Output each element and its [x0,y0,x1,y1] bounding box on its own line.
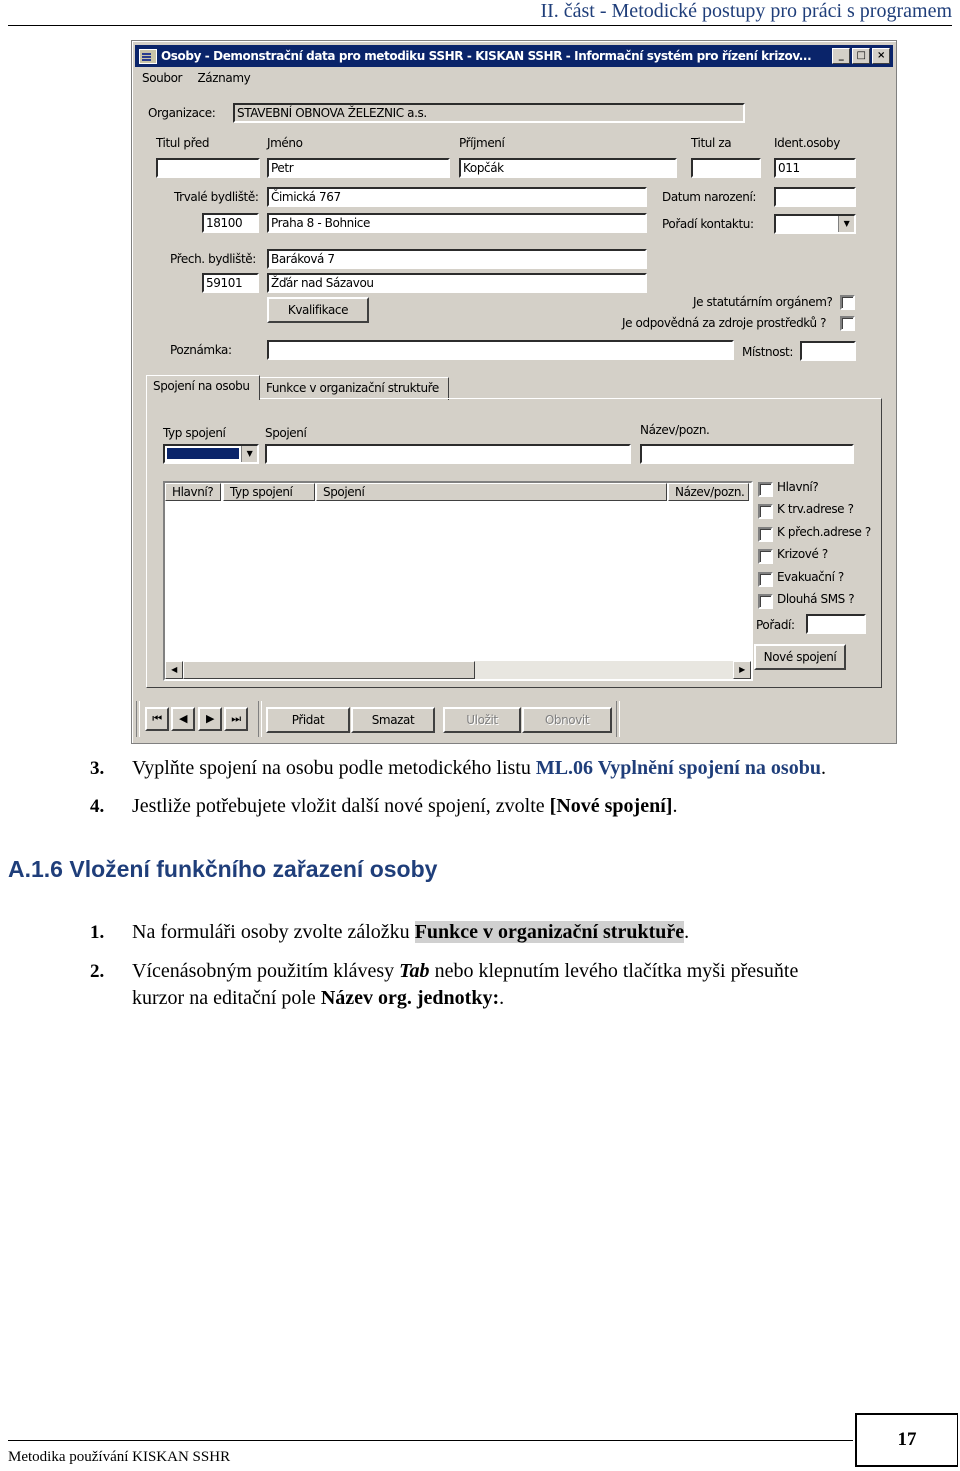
prech-obec-field[interactable]: Žďár nad Sázavou [267,273,647,293]
obnovit-button[interactable]: Obnovit [522,707,612,733]
step-number: 4. [90,796,105,817]
krizove-label: Krizové ? [777,547,828,561]
step-3-pre: Vyplňte spojení na osobu podle metodického listu [132,757,536,779]
typ-spojeni-label: Typ spojení [163,426,226,440]
trvale-ulice-field[interactable]: Čimická 767 [267,187,647,207]
poznamka-field[interactable] [267,340,734,360]
k-trv-adrese-label: K trv.adrese ? [777,502,854,516]
zdroje-label: Je odpovědná za zdroje prostředků ? [622,316,827,330]
trvale-obec-field[interactable]: Praha 8 - Bohnice [267,213,647,233]
menu-bar [142,71,262,85]
next-record-icon[interactable]: ▶ [198,707,222,731]
evakuacni-checkbox[interactable] [758,572,773,587]
prech-label: Přech. bydliště: [170,252,256,266]
trvale-label: Trvalé bydliště: [174,190,259,204]
header-rule [8,25,952,26]
statutar-checkbox[interactable] [840,295,855,310]
poradi-kontaktu-label: Pořadí kontaktu: [662,217,754,231]
scroll-left-icon[interactable]: ◀ [165,661,183,679]
ulozit-button[interactable]: Uložit [443,707,521,733]
form-icon [139,49,157,64]
organizace-label: Organizace: [148,106,216,120]
prijmeni-label: Příjmení [459,136,505,150]
krizove-checkbox[interactable] [758,549,773,564]
titul-pred-field[interactable] [156,158,260,178]
ident-field[interactable]: 011 [774,158,856,178]
col-hlavni[interactable]: Hlavní? [165,483,221,501]
step-b2-line1 [132,960,798,983]
poradi-label: Pořadí: [756,618,795,632]
ident-label: Ident.osoby [774,136,840,150]
persons-window [131,40,897,744]
tab-funkce[interactable]: Funkce v organizační struktuře [259,377,449,400]
step-b2-mid: nebo klepnutím levého tlačítka myši přesuňte [429,960,799,982]
spojeni-label: Spojení [265,426,307,440]
titul-za-label: Titul za [691,136,732,150]
k-prech-adrese-label: K přech.adrese ? [777,525,871,539]
titul-pred-label: Titul před [156,136,210,150]
selection-highlight [167,448,239,459]
step-b1-highlight: Funkce v organizační struktuře [414,921,685,943]
poznamka-label: Poznámka: [170,343,232,357]
dropdown-arrow-icon[interactable]: ▼ [241,446,257,462]
step-4-pre: Jestliže potřebujete vložit další nové spojení, zvolte [132,795,550,817]
title-bar [135,45,893,67]
statutar-label: Je statutárním orgánem? [693,295,833,309]
last-record-icon[interactable]: ⏭ [224,707,248,731]
typ-spojeni-combo[interactable] [163,444,259,464]
nove-spojeni-button[interactable]: Nové spojení [754,644,846,670]
k-trv-adrese-checkbox[interactable] [758,504,773,519]
nazev-pozn-label: Název/pozn. [640,423,710,437]
step-number: 2. [90,961,105,982]
step-4-post: . [672,795,678,817]
trvale-psc-field[interactable]: 18100 [202,213,259,233]
mistnost-field[interactable] [800,341,856,361]
first-record-icon[interactable]: ⏮ [145,707,169,731]
minimize-icon[interactable]: _ [832,48,850,64]
k-prech-adrese-checkbox[interactable] [758,527,773,542]
step-b2-tab: Tab [399,960,430,982]
menu-zaznamy[interactable]: Záznamy [197,71,251,85]
step-b2-pre: Vícenásobným použitím klávesy [132,960,400,982]
section-title: A.1.6 Vložení funkčního zařazení osoby [8,856,438,882]
tab-spojeni[interactable]: Spojení na osobu [146,375,260,400]
titul-za-field[interactable] [691,158,761,178]
page-footer: Metodika používání KISKAN SSHR [8,1449,231,1465]
prijmeni-field[interactable]: Kopčák [459,158,677,178]
toolbar-separator [136,701,140,737]
step-b2-post: . [499,987,505,1009]
col-typ-spojeni[interactable]: Typ spojení [223,483,315,501]
jmeno-label: Jméno [267,136,303,150]
dlouha-sms-checkbox[interactable] [758,594,773,609]
step-b2-bold: Název org. jednotky: [320,987,500,1009]
evakuacni-label: Evakuační ? [777,570,844,584]
poradi-kontaktu-combo[interactable] [774,214,856,234]
step-b2-line2-pre: kurzor na editační pole [132,987,321,1009]
step-number: 3. [90,758,105,779]
step-b1-text [132,921,689,944]
page-number: 17 [855,1413,958,1467]
step-b1-pre: Na formuláři osoby zvolte záložku [132,921,415,943]
toolbar-separator [258,701,262,737]
step-3-post: . [820,757,826,779]
step-b1-post: . [684,921,690,943]
step-3-text [132,757,826,780]
mistnost-label: Místnost: [742,345,793,359]
organizace-field[interactable]: STAVEBNÍ OBNOVA ŽELEZNIC a.s. [233,103,745,123]
prech-ulice-field[interactable]: Baráková 7 [267,249,647,269]
smazat-button[interactable]: Smazat [351,707,435,733]
pridat-button[interactable]: Přidat [266,707,350,733]
datum-field[interactable] [774,187,856,207]
window-title: Osoby - Demonstrační data pro metodiku SSHR - KISKAN SSHR - Informační systém pro řízení krizov... [161,49,812,63]
jmeno-field[interactable]: Petr [267,158,450,178]
hlavni-checkbox[interactable] [758,482,773,497]
step-b2-line2 [132,987,504,1010]
hlavni-label: Hlavní? [777,480,819,494]
zdroje-checkbox[interactable] [840,316,855,331]
spojeni-grid[interactable] [163,481,753,681]
datum-label: Datum narození: [662,190,757,204]
horizontal-scrollbar[interactable] [165,661,751,679]
scroll-right-icon[interactable]: ▶ [733,661,751,679]
ml06-link[interactable]: ML.06 Vyplnění spojení na osobu [535,757,821,779]
toolbar-separator [616,701,620,737]
prech-psc-field[interactable]: 59101 [202,273,259,293]
dlouha-sms-label: Dlouhá SMS ? [777,592,855,606]
dropdown-arrow-icon[interactable]: ▼ [838,216,854,232]
col-spojeni[interactable]: Spojení [316,483,667,501]
scroll-thumb[interactable] [183,661,475,679]
footer-rule [8,1440,853,1441]
menu-soubor[interactable]: Soubor [142,71,183,85]
nazev-pozn-field[interactable] [640,444,854,464]
page-header: II. část - Metodické postupy pro práci s programem [540,0,952,22]
maximize-icon[interactable]: □ [852,48,870,64]
step-4-text [132,795,677,818]
close-icon[interactable]: × [872,48,890,64]
spojeni-field[interactable] [265,444,631,464]
previous-record-icon[interactable]: ◀ [171,707,195,731]
poradi-field[interactable] [806,614,866,634]
step-number: 1. [90,922,105,943]
kvalifikace-button[interactable]: Kvalifikace [267,297,369,323]
step-4-bold: [Nové spojení] [549,795,673,817]
col-nazev-pozn[interactable]: Název/pozn. [668,483,749,501]
